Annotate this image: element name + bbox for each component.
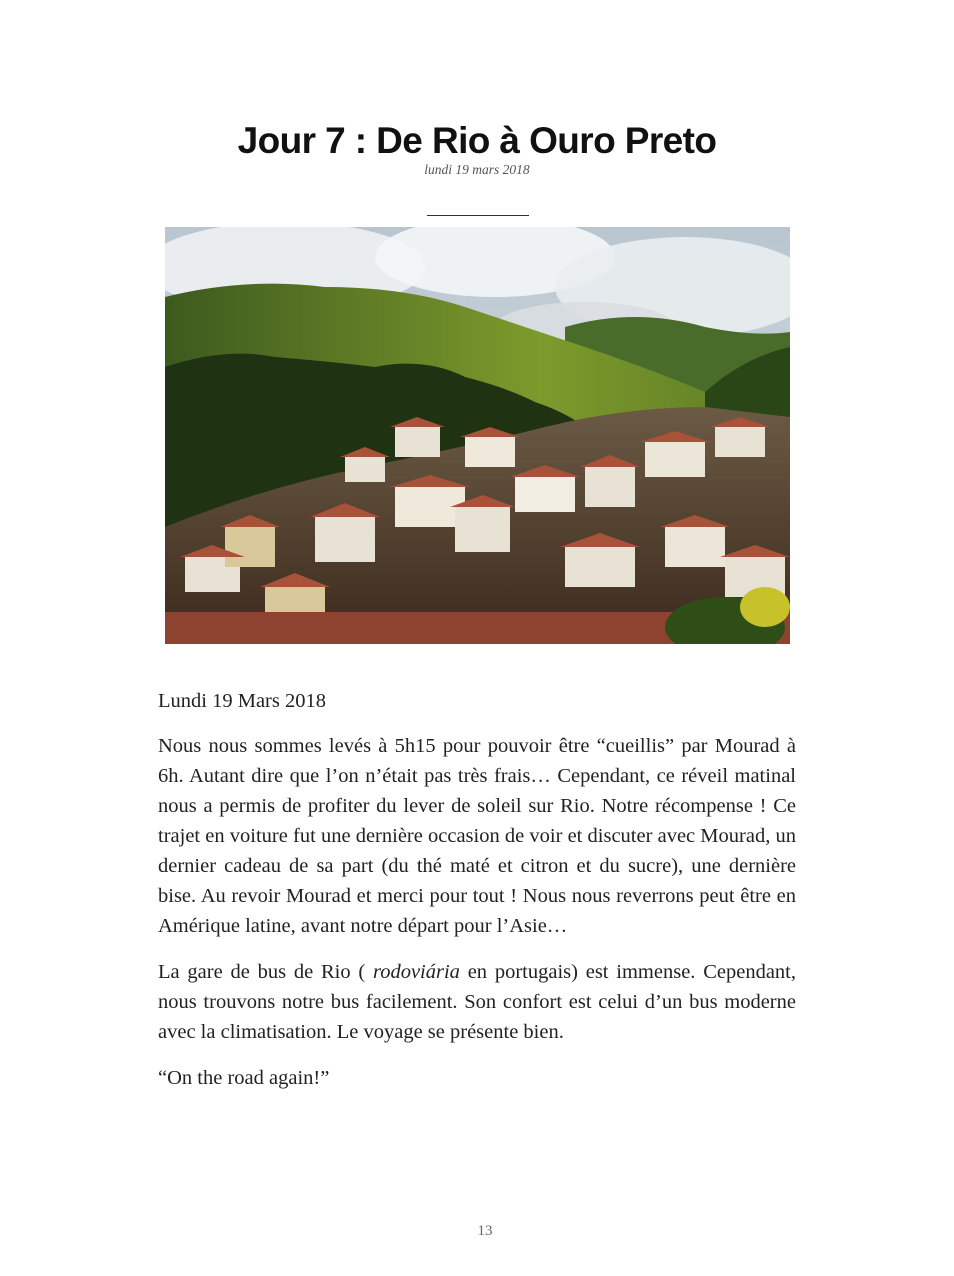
page-title: Jour 7 : De Rio à Ouro Preto [237, 120, 717, 161]
landscape-photo-icon [165, 227, 790, 644]
title-divider [427, 215, 529, 216]
article-body [158, 686, 796, 1109]
article-paragraph-1: Nous nous sommes levés à 5h15 pour pouvoir être “cueillis” par Mourad à 6h. Autant dire que l’on n’était pas très frais… Cependant, ce réveil matinal nous a permis de profiter du lever de soleil sur Rio. Notre récompense ! Ce trajet en voiture fut une dernière occasion de voir et discuter avec Mourad, un dernier cadeau de sa part (du thé maté et citron et du sucre), une dernière bise. Au revoir Mourad et merci pour tout ! Nous nous reverrons peut être en Amérique latine, avant notre départ pour l’Asie… [158, 735, 796, 937]
article-paragraph-2 [158, 957, 796, 1047]
paragraph-2-italic-term: rodoviária [372, 961, 460, 983]
paragraph-2-after: en portugais) est immense. Cependant, nous trouvons notre bus facilement. Son confort est celui d’un bus moderne avec la climatisation. Le voyage se présente bien. [158, 961, 796, 1043]
paragraph-2-before: La gare de bus de Rio ( [158, 961, 373, 983]
page-subtitle-date: lundi 19 mars 2018 [424, 162, 530, 177]
page-number: 13 [477, 1223, 493, 1239]
article-date: Lundi 19 Mars 2018 [158, 690, 326, 712]
photo-foreground-plant [740, 587, 790, 627]
article-quote: “On the road again!” [158, 1067, 330, 1089]
